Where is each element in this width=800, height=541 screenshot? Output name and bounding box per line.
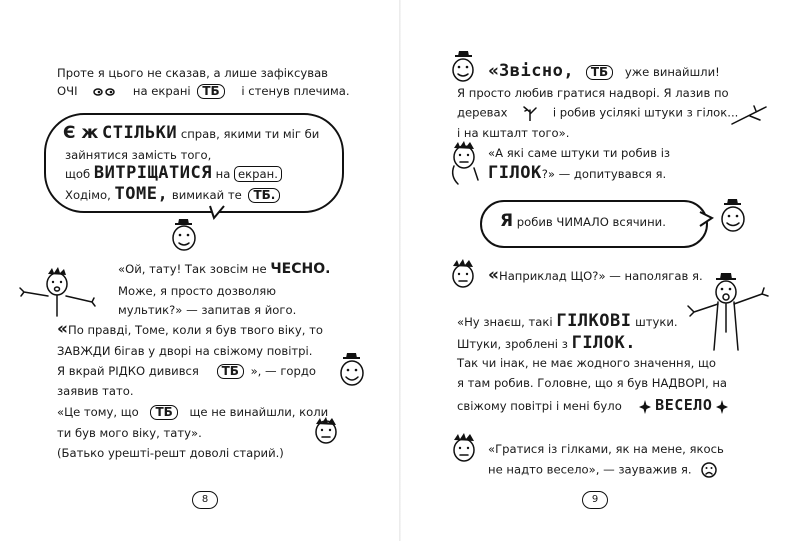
paragraph-line: Може, я просто дозволяю	[118, 284, 276, 298]
paragraph-line: і на кшталт того».	[457, 126, 570, 140]
paragraph-line: мультик?» — запитав я його.	[118, 303, 297, 317]
tv-icon: ТБ	[150, 405, 177, 420]
eyes-icon	[93, 86, 117, 98]
paragraph-line: ЗАВЖДИ бігав у дворі на свіжому повітрі.	[57, 344, 313, 358]
right-page	[400, 0, 800, 541]
paragraph-line: ОЧІ на екрані ТБ і стенув плечима.	[57, 84, 350, 98]
sparkle-icon	[716, 400, 728, 414]
bubble-line: Є ж СТІЛЬКИ справ, якими ти міг би	[63, 123, 320, 143]
paragraph-line: «Гратися із гілками, як на мене, якось	[488, 442, 724, 456]
paragraph-line: не надто весело», — зауважив я.	[488, 462, 717, 478]
bubble-tail	[210, 206, 226, 220]
tom-face-icon	[448, 432, 480, 466]
paragraph-line: «Ой, тату! Так зовсім не ЧЕСНО.	[118, 261, 331, 277]
paragraph-line: «Це тому, що ТБ ще не винайшли, коли	[57, 405, 329, 419]
paragraph-line: ГІЛОК?» — допитувався я.	[488, 163, 667, 183]
tree-icon	[519, 105, 541, 121]
dad-face-icon	[716, 198, 750, 236]
sparkle-icon	[639, 400, 651, 414]
paragraph-line: деревах і робив усілякі штуки з гілок...	[457, 105, 739, 120]
bubble-line: Я робив ЧИМАЛО всячини.	[500, 211, 666, 231]
sad-face-icon	[701, 462, 717, 478]
paragraph-line: «Наприклад ЩО?» — наполягав я.	[488, 265, 703, 285]
paragraph-line: «А які саме штуки ти робив із	[488, 146, 671, 160]
paragraph-line: заявив тато.	[57, 384, 134, 398]
dad-face-icon	[166, 218, 202, 254]
paragraph-line: свіжому повітрі і мені було ВЕСЕЛО	[457, 398, 728, 414]
bubble-line: щоб ВИТРІЩАТИСЯ на екран.	[65, 166, 282, 182]
paragraph-line: Я просто любив гратися надворі. Я лазив по	[457, 86, 729, 100]
paragraph-line: Штуки, зроблені з ГІЛОК.	[457, 333, 636, 353]
tv-icon: ТБ	[586, 65, 613, 80]
paragraph-line: ти був мого віку, тату».	[57, 426, 202, 440]
stick-icon	[730, 104, 770, 126]
paragraph-line: «Ну знаєш, такі ГІЛКОВІ штуки.	[457, 311, 678, 331]
tv-icon: ТБ	[197, 84, 224, 99]
paragraph-line: «Звісно, ТБ уже винайшли!	[488, 61, 720, 81]
tom-waving-figure	[18, 266, 98, 322]
dad-excited-figure	[684, 272, 774, 352]
tom-face-icon	[448, 258, 478, 292]
bubble-tail	[700, 212, 714, 228]
paragraph-line: «По правді, Томе, коли я був твого віку, то	[57, 319, 323, 339]
tom-thinking-figure	[448, 140, 484, 188]
paragraph-line: Я вкрай РІДКО дивився ТБ », — гордо	[57, 364, 316, 378]
bubble-line: зайнятися замість того,	[65, 148, 212, 162]
tom-face-icon	[312, 416, 340, 446]
dad-face-icon	[448, 50, 478, 86]
page-number: 8	[192, 491, 218, 509]
paragraph-line: Так чи інак, не має жодного значення, що	[457, 356, 716, 370]
bubble-line: Ходімо, ТОМЕ, вимикай те ТБ.	[65, 187, 283, 203]
dad-face-icon	[335, 352, 369, 390]
page-number: 9	[582, 491, 608, 509]
paragraph-line: (Батько урешті-решт доволі старий.)	[57, 446, 284, 460]
tv-icon: ТБ	[217, 364, 244, 379]
tv-icon: ТБ.	[248, 188, 280, 203]
paragraph-line: я там робив. Головне, що я був НАДВОРІ, на	[457, 376, 728, 390]
paragraph-line: Проте я цього не сказав, а лише зафіксував	[57, 66, 329, 80]
